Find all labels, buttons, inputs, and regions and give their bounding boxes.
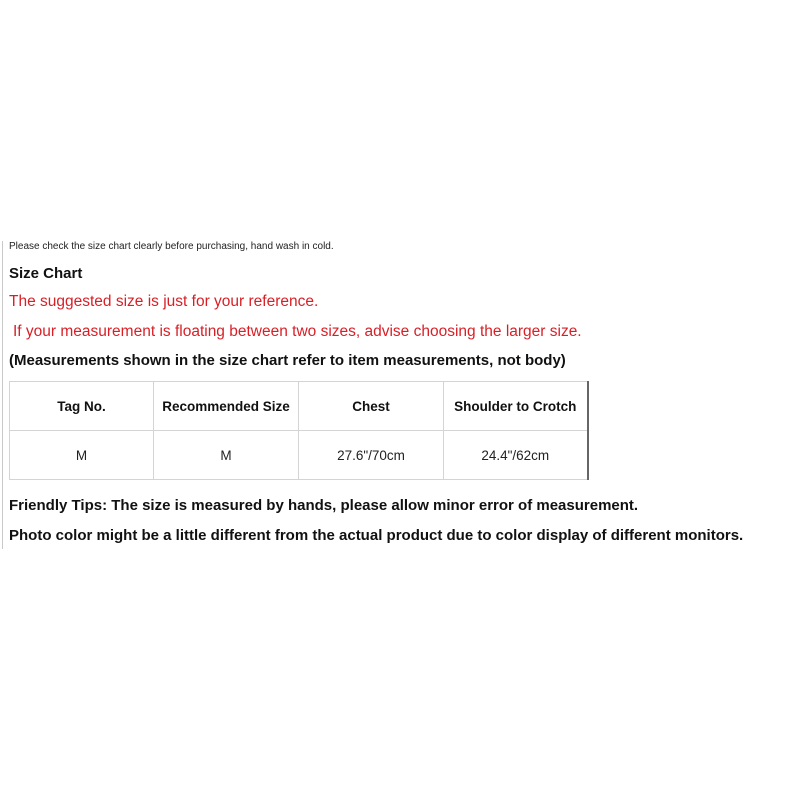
header-recommended-size: Recommended Size (154, 382, 299, 431)
care-note: Please check the size chart clearly before purchasing, hand wash in cold. (9, 241, 334, 252)
reference-notice: The suggested size is just for your reference. (9, 293, 319, 310)
friendly-tips: Friendly Tips: The size is measured by hands, please allow minor error of measurement. (9, 497, 639, 514)
size-table (9, 381, 589, 480)
header-shoulder-to-crotch: Shoulder to Crotch (444, 382, 588, 431)
size-chart-heading: Size Chart (9, 265, 83, 282)
cell-recommended-size: M (154, 431, 299, 480)
measurement-note: (Measurements shown in the size chart refer to item measurements, not body) (9, 352, 566, 369)
cell-chest: 27.6"/70cm (299, 431, 444, 480)
size-advice-notice: If your measurement is floating between two sizes, advise choosing the larger size. (13, 323, 582, 340)
left-divider (2, 241, 3, 549)
cell-tag-no: M (10, 431, 154, 480)
header-tag-no: Tag No. (10, 382, 154, 431)
cell-shoulder-to-crotch: 24.4"/62cm (444, 431, 588, 480)
table-row (10, 431, 588, 480)
color-disclaimer: Photo color might be a little different from the actual product due to color display of different monitors. (9, 527, 744, 544)
header-chest: Chest (299, 382, 444, 431)
table-header-row (10, 382, 588, 431)
